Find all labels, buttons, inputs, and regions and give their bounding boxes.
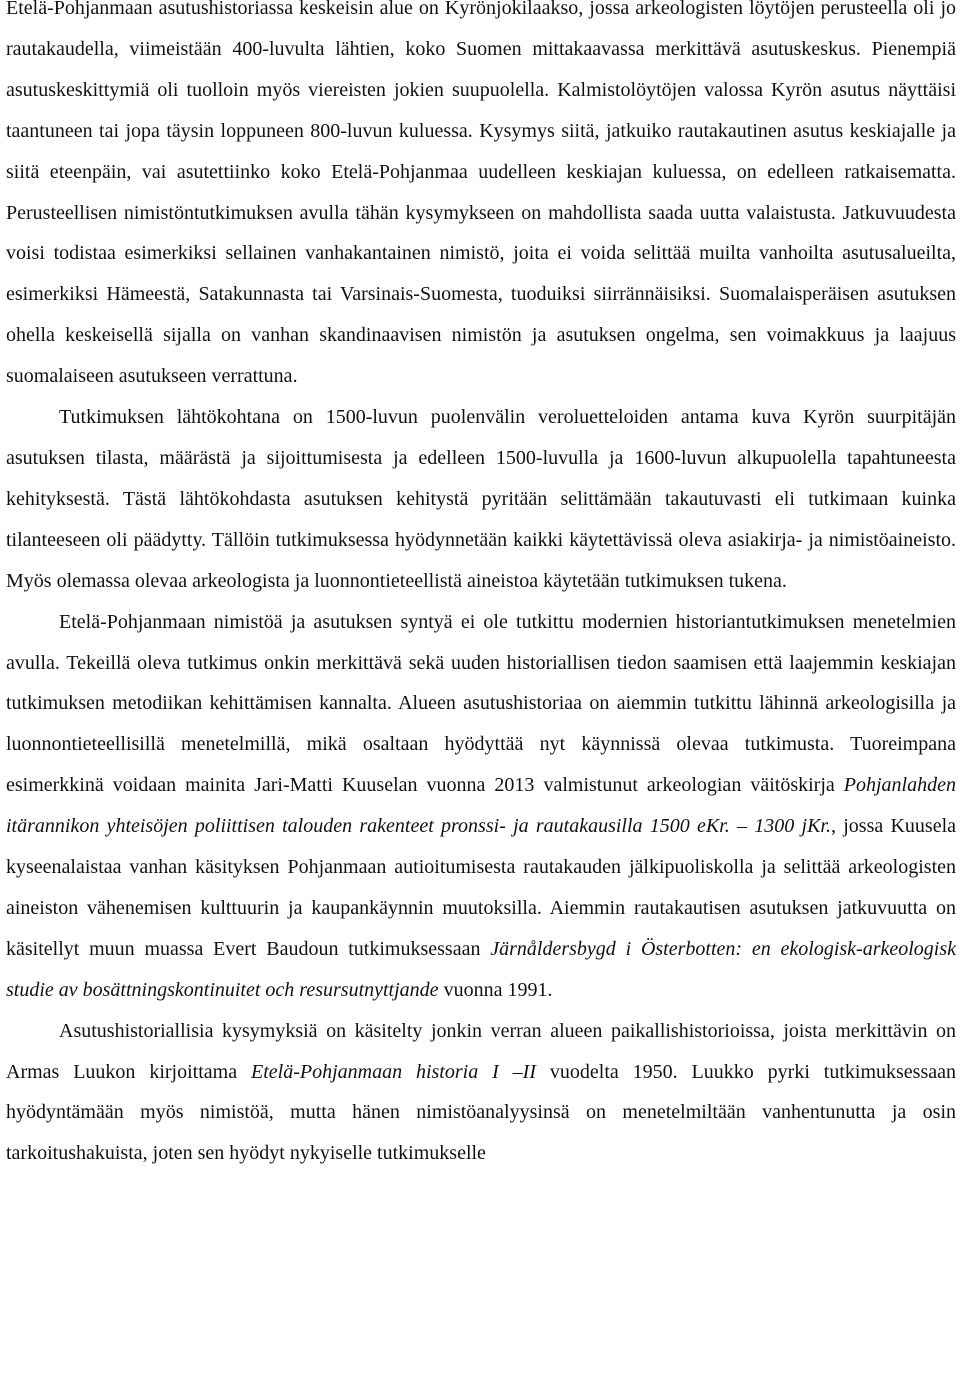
dissertation-title: Pohjanlahden itärannikon yhteisöjen poliittisen talouden rakenteet pronssi- ja rautakausilla 1500 eKr. – 1300 jKr. (6, 774, 956, 838)
paragraph-4-text-a: Asutushistoriallisia kysymyksiä on käsitelty jonkin verran alueen paikallishistorioissa, joista merkittävin on Armas Luukon kirjoittama (6, 1019, 956, 1083)
paragraph-3-text-c: vuonna 1991. (438, 978, 553, 1001)
paragraph-2 (6, 397, 956, 602)
luukko-history-title: Etelä-Pohjanmaan historia I –II (250, 1060, 536, 1083)
paragraph-1-text: Etelä-Pohjanmaan asutushistoriassa keskeisin alue on Kyrönjokilaakso, jossa arkeologisten löytöjen perusteella oli jo rautakaudella, viimeistään 400-luvulta lähtien, koko Suomen mittakaavassa merkittävä asutuskeskus. Pienempiä asutuskeskittymiä oli tuolloin myös viereisten jokien suupuolella. Kalmistolöytöjen valossa Kyrön asutus näyttäisi taantuneen tai jopa täysin loppuneen 800-luvun kuluessa. Kysymys siitä, jatkuiko rautakautinen asutus keskiajalle ja siitä eteenpäin, vai asutettiinko koko Etelä-Pohjanmaa uudelleen keskiajan kuluessa, on edelleen ratkaisematta. Perusteellisen nimistöntutkimuksen avulla tähän kysymykseen on mahdollista saada uutta valaistusta. Jatkuvuudesta voisi todistaa esimerkiksi sellainen vanhakantainen nimistö, joita ei voida selittää muilta vanhoilta asutusalueilta, esimerkiksi Hämeestä, Satakunnasta tai Varsinais-Suomesta, tuoduiksi siirrännäisiksi. Suomalaisperäisen asutuksen ohella keskeisellä sijalla on vanhan skandinaavisen nimistön ja asutuksen ongelma, sen voimakkuus ja laajuus suomalaiseen asutukseen verrattuna. (6, 0, 956, 388)
paragraph-3 (6, 602, 956, 1011)
paragraph-3-text-b: , jossa Kuusela kyseenalaistaa vanhan käsityksen Pohjanmaan autioitumisesta rautakauden jälkipuoliskolla ja selittää arkeologisten aineiston vähenemisen kulttuurin ja kaupankäynnin muutoksilla. Aiemmin rautakautisen asutuksen jatkuvuutta on käsitellyt muun muassa Evert Baudoun tutkimuksessaan (6, 815, 956, 960)
paragraph-2-text: Tutkimuksen lähtökohtana on 1500-luvun puolenvälin veroluetteloiden antama kuva Kyrön suurpitäjän asutuksen tilasta, määrästä ja sijoittumisesta ja edelleen 1500-luvulla ja 1600-luvun alkupuolella tapahtuneesta kehityksestä. Tästä lähtökohdasta asutuksen kehitystä pyritään selittämään takautuvasti eli tutkimaan kuinka tilanteeseen oli päädytty. Tällöin tutkimuksessa hyödynnetään kaikki käytettävissä oleva asiakirja- ja nimistöaineisto. Myös olemassa olevaa arkeologista ja luonnontieteellistä aineistoa käytetään tutkimuksen tukena. (6, 406, 956, 592)
baudou-study-title: Järnåldersbygd i Österbotten: en ekologisk-arkeologisk studie av bosättningskontinuitet och resursutnyttjande (6, 937, 957, 1001)
paragraph-1 (6, 0, 956, 397)
paragraph-4-text-b: vuodelta 1950. Luukko pyrki tutkimuksessaan hyödyntämään myös nimistöä, mutta hänen nimistöanalyysinsä on menetelmiltään vanhentunutta ja osin tarkoitushakuista, joten sen hyödyt nykyiselle tutkimukselle (6, 1060, 956, 1165)
paragraph-3-text-a: Etelä-Pohjanmaan nimistöä ja asutuksen syntyä ei ole tutkittu modernien historiantutkimuksen menetelmien avulla. Tekeillä oleva tutkimus onkin merkittävä sekä uuden historiallisen tiedon saamisen että laajemmin keskiajan tutkimuksen metodiikan kehittämisen kannalta. Alueen asutushistoriaa on aiemmin tutkittu lähinnä arkeologisilla ja luonnontieteellisillä menetelmillä, mikä osaltaan hyödyttää nyt käynnissä olevaa tutkimusta. Tuoreimpana esimerkkinä voidaan mainita Jari-Matti Kuuselan vuonna 2013 valmistunut arkeologian väitöskirja (6, 610, 956, 797)
paragraph-4 (6, 1011, 956, 1175)
